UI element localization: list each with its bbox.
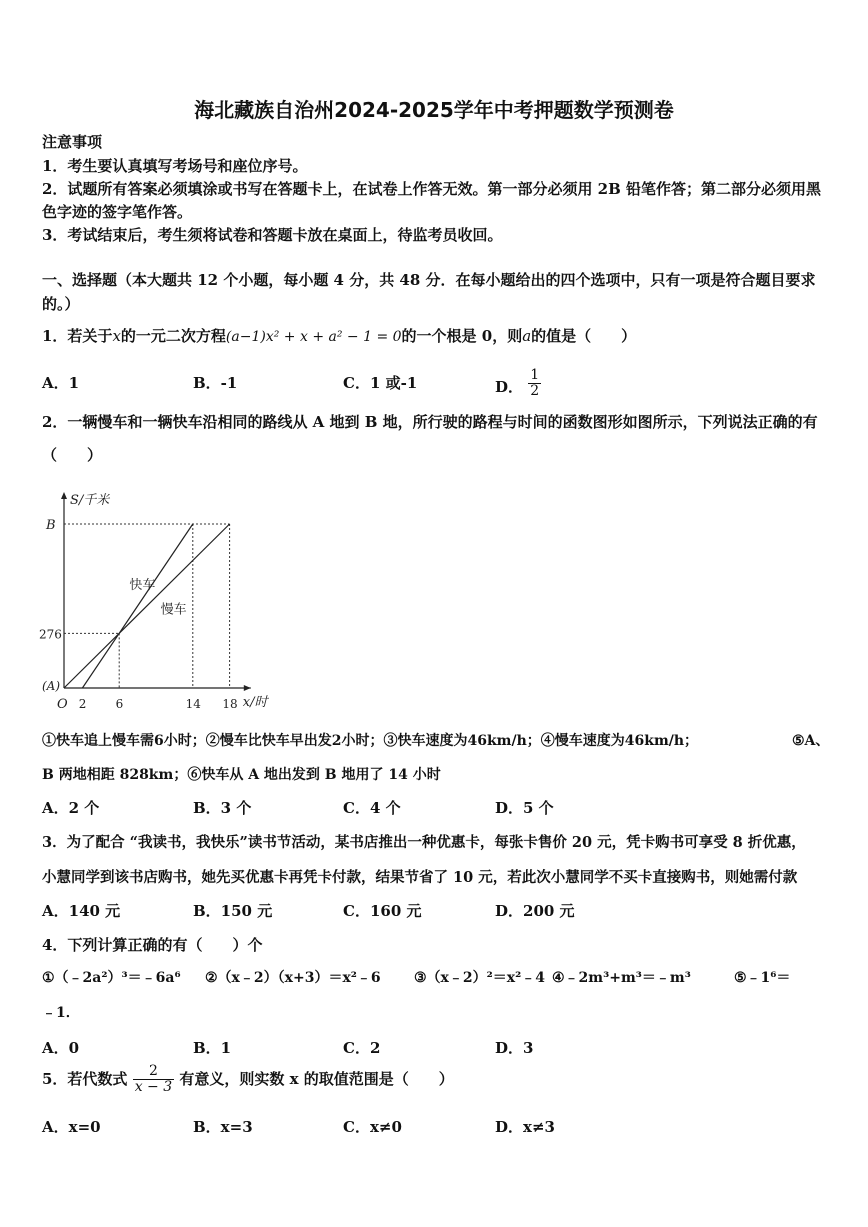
x-tick-label-18: 18 [222,697,238,711]
q3-option-c: C．160 元 [343,902,422,920]
section-heading-cont: 的。） [42,295,80,313]
question-4: 4．下列计算正确的有（ ）个 [42,936,263,954]
series-label-fast: 快车 [129,577,156,593]
q4-option-c: C．2 [343,1039,381,1057]
q2-option-d: D．5 个 [495,799,554,817]
q3-option-b: B．150 元 [193,902,273,920]
q5-option-d: D．x≠3 [495,1118,555,1136]
notice-heading: 注意事项 [42,133,103,151]
question-5 [42,1064,454,1096]
x-axis-label: x/时 [242,695,268,710]
q4-statement-2: ②（x﹣2）（x+3）＝x²﹣6 [205,970,381,986]
q2-statements: ①快车追上慢车需6小时；②慢车比快车早出发2小时；③快车速度为46km/h；④慢车速度为46km/h； [42,733,699,749]
q1-option-d [495,367,541,404]
origin-point-label: (A) [42,679,61,693]
question-2-cont: （ ） [42,446,103,464]
q5-option-a: A．x=0 [42,1118,101,1136]
fraction-denominator: x − 3 [134,1079,173,1096]
series-line-slow [64,524,230,688]
q2-option-c: C．4 个 [343,799,401,817]
notice-item-3: 3．考试结束后，考生须将试卷和答题卡放在桌面上，待监考员收回。 [42,226,503,244]
q1-option-a: A．1 [42,374,80,392]
question-3: 3．为了配合 “我读书，我快乐”读书节活动，某书店推出一种优惠卡，每张卡售价 20 元，凭卡购书可享受 8 折优惠， [42,834,806,851]
fraction-numerator: 2 [133,1064,174,1080]
q2-option-a: A．2 个 [42,799,100,817]
q5-prefix: 5．若代数式 [42,1069,128,1088]
notice-item-2-cont: 色字迹的签字笔作答。 [42,203,193,221]
q1-suffix: 的一个根是 0，则 [401,327,523,345]
q1-option-d-label: D． [495,377,524,396]
x-tick-label-14: 14 [185,697,201,711]
q4-statement-1: ①（﹣2a²）³＝﹣6a⁶ [42,970,181,986]
y-axis-label: S/千米 [70,493,110,508]
distance-time-graph [36,484,286,716]
fraction-numerator: 1 [530,367,540,383]
q1-equation: (a−1)x² + x + a² − 1 = 0 [225,329,402,345]
y-tick-label-b: B [46,518,56,533]
q5-option-b: B．x=3 [193,1118,253,1136]
x-tick-label-2: 2 [78,697,87,711]
q1-option-c: C．1 或-1 [343,374,418,392]
q4-option-d: D．3 [495,1039,534,1057]
page-title: 海北藏族自治州2024-2025学年中考押题数学预测卷 [194,98,674,122]
q1-var-a: a [522,327,532,345]
q5-suffix: 有意义，则实数 x 的取值范围是（ ） [179,1069,454,1088]
question-2: 2．一辆慢车和一辆快车沿相同的路线从 A 地到 B 地，所行驶的路程与时间的函数图形如图所示，下列说法正确的有 [42,413,818,431]
q1-prefix: 1．若关于 [42,327,113,345]
q1-end: 的值是（ ） [531,327,637,345]
y-axis-arrow [61,492,67,499]
q4-option-b: B．1 [193,1039,232,1057]
q5-fraction [133,1064,174,1096]
notice-item-2: 2．试题所有答案必须填涂或书写在答题卡上，在试卷上作答无效。第一部分必须用 2B 铅笔作答；第二部分必须用黑 [42,180,822,198]
q2-option-b: B．3 个 [193,799,252,817]
q1-option-b: B．-1 [193,374,238,392]
q4-statement-4: ④﹣2m³+m³＝﹣m³ [552,970,691,986]
question-3-cont: 小慧同学到该书店购书，她先买优惠卡再凭卡付款，结果节省了 10 元，若此次小慧同学不买卡直接购书，则她需付款 [42,869,798,886]
fraction-denominator: 2 [530,383,540,400]
origin-label: O [57,697,68,712]
q4-statement-5-cont: ﹣1． [42,1005,80,1021]
q1-option-d-fraction [528,368,541,400]
series-label-slow: 慢车 [160,602,187,618]
q4-option-a: A．0 [42,1039,80,1057]
q5-option-c: C．x≠0 [343,1118,402,1136]
notice-item-1: 1．考生要认真填写考场号和座位序号。 [42,157,308,175]
question-1 [42,325,636,346]
q4-statement-5: ⑤﹣1⁶＝ [734,970,791,986]
q2-statements-cont: B 两地相距 828km；⑥快车从 A 地出发到 B 地用了 14 小时 [42,767,441,783]
q1-var-x: x [112,327,121,345]
q4-statement-3: ③（x﹣2）²＝x²﹣4 [414,970,545,986]
x-tick-label-6: 6 [115,697,124,711]
x-axis-arrow [244,685,251,691]
section-heading: 一、选择题（本大题共 12 个小题，每小题 4 分，共 48 分．在每小题给出的四个选项中，只有一项是符合题目要求 [42,271,816,289]
y-tick-label-276: 276 [39,627,62,642]
q1-mid: 的一元二次方程 [120,327,226,345]
q2-statements-end: ⑤A、 [792,733,830,749]
q3-option-d: D．200 元 [495,902,575,920]
q3-option-a: A．140 元 [42,902,121,920]
